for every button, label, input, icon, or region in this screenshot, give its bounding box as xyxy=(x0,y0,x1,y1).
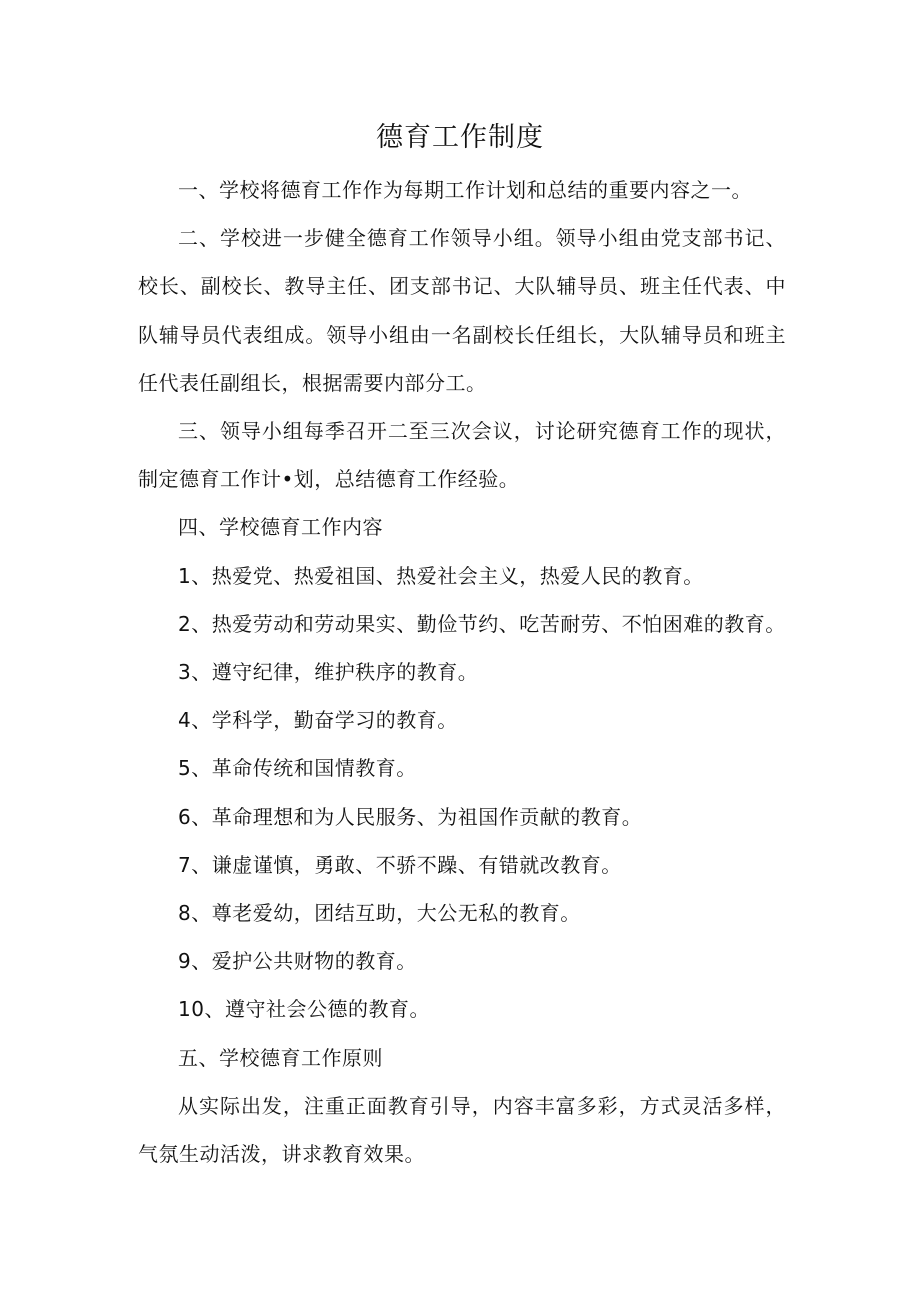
list-item-2: 2、热爱劳动和劳动果实、勤俭节约、吃苦耐劳、不怕困难的教育。 xyxy=(178,611,786,636)
paragraph-section-4-heading: 四、学校德育工作内容 xyxy=(178,515,383,540)
list-item-8: 8、尊老爱幼，团结互助，大公无私的教育。 xyxy=(178,901,581,926)
list-item-1: 1、热爱党、热爱祖国、热爱社会主义，热爱人民的教育。 xyxy=(178,563,704,588)
paragraph-section-3: 三、领导小组每季召开二至三次会议，讨论研究德育工作的现状，制定德育工作计•划，总结德育工作经验。 xyxy=(138,419,786,492)
list-item-6: 6、革命理想和为人民服务、为祖国作贡献的教育。 xyxy=(178,804,643,829)
document-body xyxy=(138,166,786,1178)
list-item-7: 7、谦虚谨慎，勇敢、不骄不躁、有错就改教育。 xyxy=(178,852,622,877)
list-item-10: 10、遵守社会公德的教育。 xyxy=(178,997,430,1022)
paragraph-section-5-heading: 五、学校德育工作原则 xyxy=(178,1045,383,1070)
document-title: 德育工作制度 xyxy=(376,122,544,153)
paragraph-section-5-body: 从实际出发，注重正面教育引导，内容丰富多彩，方式灵活多样，气氛生动活泼，讲求教育效果。 xyxy=(138,1093,786,1167)
list-item-5: 5、革命传统和国情教育。 xyxy=(178,756,417,781)
paragraph-section-2: 二、学校进一步健全德育工作领导小组。领导小组由党支部书记、校长、副校长、教导主任、团支部书记、大队辅导员、班主任代表、中队辅导员代表组成。领导小组由一名副校长任组长，大队辅导员和班主任代表任副组长，根据需要内部分工。 xyxy=(138,226,786,395)
paragraph-section-1: 一、学校将德育工作作为每期工作计划和总结的重要内容之一。 xyxy=(178,178,752,202)
list-item-9: 9、爱护公共财物的教育。 xyxy=(178,949,417,974)
list-item-3: 3、遵守纪律，维护秩序的教育。 xyxy=(178,660,479,685)
list-item-4: 4、学科学，勤奋学习的教育。 xyxy=(178,708,458,733)
